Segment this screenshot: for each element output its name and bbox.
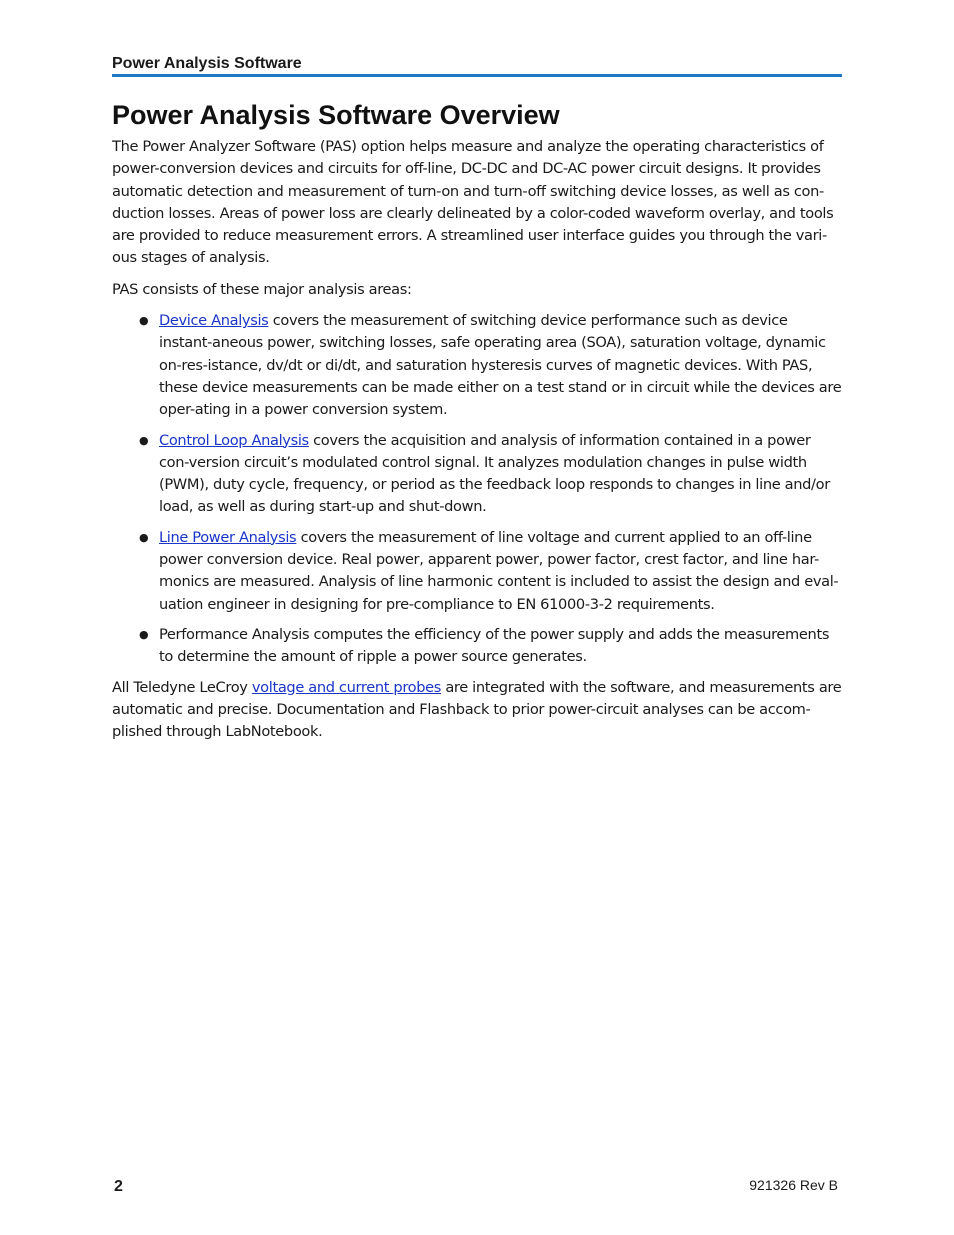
list-item [139,527,842,616]
closing-suffix: are integrated with the software, and measurements are automatic and precise. Documentation and Flashback to prior power-circuit analyses can be accom-plished through LabNotebook. [112,678,842,741]
page-title: Power Analysis Software Overview [112,100,560,130]
list-item-text: covers the acquisition and analysis of information contained in a power con-version circuit’s modulated control signal. It analyzes modulation changes in pulse width (PWM), duty cycle, frequency, or period as the feedback loop responds to changes in line and/or load, as well as during start-up and shut-down. [159,431,830,516]
list-item-text: covers the measurement of line voltage and current applied to an off-line power conversion device. Real power, apparent power, power factor, crest factor, and line har-monics are measured. Analysis of line harmonic content is included to assist the design and eval-uation engineer in designing for pre-compliance to EN 61000-3-2 requirements. [159,528,839,613]
analysis-areas-list [112,310,842,668]
bullet-icon: ● [139,627,149,641]
bullet-icon: ● [139,314,149,328]
list-item [139,624,842,669]
main-content [112,98,842,752]
running-header: Power Analysis Software [112,55,842,77]
closing-paragraph [112,677,842,744]
control-loop-analysis-link[interactable]: Control Loop Analysis [159,431,309,449]
bullet-icon: ● [139,433,149,447]
voltage-current-probes-link[interactable]: voltage and current probes [251,678,442,696]
bullet-icon: ● [139,530,149,544]
line-power-analysis-link[interactable]: Line Power Analysis [159,528,297,546]
list-item-text: Performance Analysis computes the efficiency of the power supply and adds the measurements to determine the amount of ripple a power source generates. [159,625,830,666]
intro-paragraph: The Power Analyzer Software (PAS) option helps measure and analyze the operating characteristics of power-conversion devices and circuits for off-line, DC-DC and DC-AC power circuit designs. It provides automatic detection and measurement of turn-on and turn-off switching device losses, as well as con-duction losses. Areas of power loss are clearly delineated by a color-coded waveform overlay, and tools are provided to reduce measurement errors. A streamlined user interface guides you through the vari-ous stages of analysis. [112,138,834,267]
document-revision: 921326 Rev B [749,1177,838,1193]
page-number: 2 [114,1178,123,1195]
areas-lead: PAS consists of these major analysis areas: [112,280,412,298]
list-item-text: covers the measurement of switching device performance such as device instant-aneous power, switching losses, safe operating area (SOA), saturation voltage, dynamic on-res-istance, dv/dt or di/dt, and saturation hysteresis curves of magnetic devices. With PAS, these device measurements can be made either on a test stand or in circuit while the devices are oper-ating in a power conversion system. [159,312,842,419]
list-item [139,310,842,421]
device-analysis-link[interactable]: Device Analysis [159,312,269,330]
closing-prefix: All Teledyne LeCroy [112,678,252,696]
list-item [139,430,842,519]
